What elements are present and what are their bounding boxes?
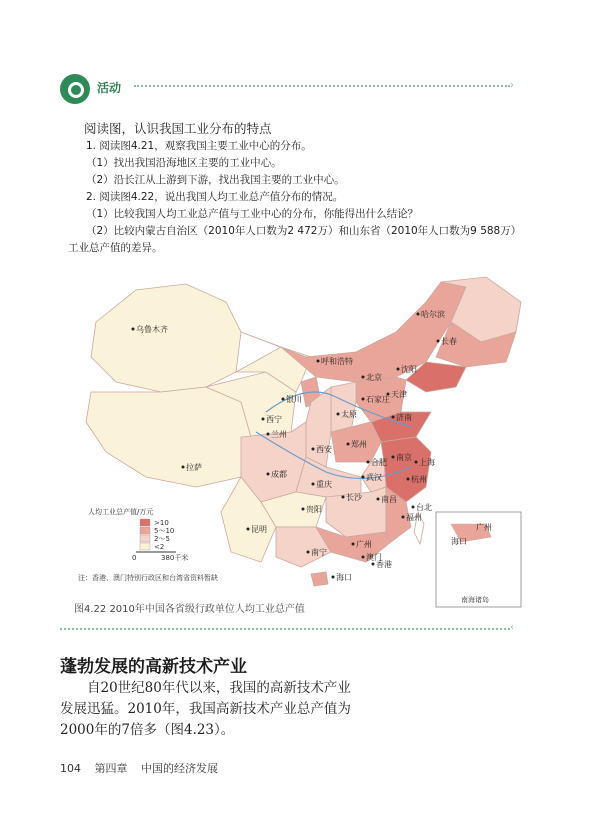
city-label: 昆明: [251, 525, 267, 534]
activity-intro: 阅读图，认识我国工业分布的特点: [84, 121, 272, 136]
legend-label: >10: [154, 519, 169, 527]
legend-label: 5～10: [154, 527, 175, 535]
city-label: 重庆: [316, 480, 332, 489]
city-dot: [407, 478, 410, 481]
inset-city-guangzhou: 广州: [476, 523, 492, 532]
city-label: 长沙: [346, 493, 362, 502]
city-dot: [332, 576, 335, 579]
chapter-label: 第四章: [94, 762, 128, 775]
legend-swatch: [140, 527, 150, 534]
legend-swatch: [140, 543, 150, 550]
city-label: 北京: [366, 373, 382, 382]
city-dot: [362, 556, 365, 559]
city-label: 杭州: [411, 475, 427, 484]
scale-label: 380千米: [161, 554, 189, 562]
city-dot: [182, 466, 185, 469]
activity-icon: [60, 74, 90, 104]
divider-end-icon-bottom: ‹: [510, 622, 514, 633]
section-paragraph: [60, 678, 380, 741]
city-dot: [437, 340, 440, 343]
city-label: 西宁: [266, 415, 282, 424]
city-label: 太原: [341, 410, 357, 419]
city-dot: [377, 498, 380, 501]
scale-zero: 0: [132, 554, 137, 562]
legend-label: <2: [154, 543, 165, 551]
legend-label: 2～5: [154, 535, 170, 543]
city-label: 兰州: [271, 430, 287, 439]
paragraph-line-1: 自20世纪80年代以来，我国的高新技术产业: [87, 680, 351, 696]
china-industry-map: [66, 262, 536, 612]
city-dot: [247, 528, 250, 531]
city-dot: [367, 461, 370, 464]
city-label: 石家庄: [366, 395, 390, 404]
divider-end-icon: ›: [510, 80, 514, 91]
city-label: 广州: [356, 540, 372, 549]
city-dot: [347, 443, 350, 446]
city-dot: [362, 376, 365, 379]
city-dot: [362, 476, 365, 479]
city-label: 呼和浩特: [321, 357, 353, 366]
page-number: 104: [60, 762, 81, 775]
question-2-2: （2）比较内蒙古自治区（2010年人口数为2 472万）和山东省（2010年人口数为9 588万）: [86, 225, 522, 237]
city-dot: [312, 448, 315, 451]
city-label: 乌鲁木齐: [136, 325, 168, 334]
city-dot: [372, 563, 375, 566]
question-1: 1. 阅读图4.21，观察我国主要工业中心的分布。: [86, 140, 312, 152]
city-label: 福州: [406, 513, 422, 522]
city-dot: [392, 416, 395, 419]
city-dot: [412, 506, 415, 509]
city-label: 成都: [271, 470, 287, 479]
city-label: 合肥: [371, 458, 387, 467]
legend-swatch: [140, 519, 150, 526]
city-dot: [392, 456, 395, 459]
city-label: 海口: [336, 573, 352, 582]
city-label: 南京: [396, 453, 412, 462]
question-2-2-cont: 工业总产值的差异。: [68, 242, 163, 254]
city-label: 台北: [416, 503, 432, 512]
city-dot: [267, 433, 270, 436]
city-label: 澳门: [366, 553, 382, 562]
dotted-divider: [134, 85, 510, 87]
city-dot: [262, 418, 265, 421]
page-footer: [60, 760, 228, 776]
city-label: 武汉: [366, 473, 382, 482]
city-dot: [402, 516, 405, 519]
question-1-1: （1）找出我国沿海地区主要的工业中心。: [86, 157, 282, 169]
city-label: 长春: [441, 337, 457, 346]
city-dot: [132, 328, 135, 331]
city-label: 香港: [376, 560, 392, 569]
legend-title: 人均工业总产值/万元: [88, 508, 154, 516]
city-label: 西安: [316, 445, 332, 454]
paragraph-line-3: 2000年的7倍多（图4.23）。: [60, 722, 235, 738]
paragraph-line-2: 发展迅猛。2010年，我国高新技术产业总产值为: [60, 701, 351, 717]
city-label: 哈尔滨: [421, 310, 445, 319]
city-label: 拉萨: [186, 463, 202, 472]
city-dot: [317, 360, 320, 363]
city-dot: [352, 543, 355, 546]
city-label: 贵阳: [306, 505, 322, 514]
figure-caption: 图4.22 2010年中国各省级行政单位人均工业总产值: [74, 604, 305, 615]
dotted-divider-bottom: [60, 628, 510, 630]
city-dot: [302, 508, 305, 511]
legend-swatch: [140, 535, 150, 542]
city-label: 上海: [419, 458, 435, 467]
city-label: 南昌: [381, 495, 397, 504]
city-dot: [307, 551, 310, 554]
section-title: 蓬勃发展的高新技术产业: [60, 657, 247, 677]
city-label: 沈阳: [401, 365, 417, 374]
question-2-1: （1）比较我国人均工业总产值与工业中心的分布，你能得出什么结论？: [86, 208, 419, 220]
question-2: 2. 阅读图4.22，说出我国人均工业总产值分布的情况。: [86, 191, 344, 203]
city-label: 南宁: [311, 548, 327, 557]
city-label: 郑州: [351, 440, 367, 449]
city-dot: [342, 496, 345, 499]
city-dot: [362, 398, 365, 401]
city-label: 济南: [396, 413, 412, 422]
city-dot: [417, 313, 420, 316]
city-dot: [312, 483, 315, 486]
city-dot: [397, 368, 400, 371]
question-1-2: （2）沿长江从上游到下游，找出我国主要的工业中心。: [86, 174, 345, 186]
city-dot: [415, 461, 418, 464]
inset-label: 南海诸岛: [461, 596, 489, 604]
city-label: 天津: [391, 390, 407, 399]
inset-city-haikou: 海口: [451, 537, 467, 546]
city-label: 银川: [286, 395, 302, 404]
city-dot: [282, 398, 285, 401]
chapter-title: 中国的经济发展: [141, 762, 218, 775]
city-dot: [267, 473, 270, 476]
activity-title: 活动: [97, 81, 122, 95]
map-note: 注：香港、澳门特别行政区和台湾省资料暂缺: [78, 574, 218, 582]
city-dot: [337, 413, 340, 416]
